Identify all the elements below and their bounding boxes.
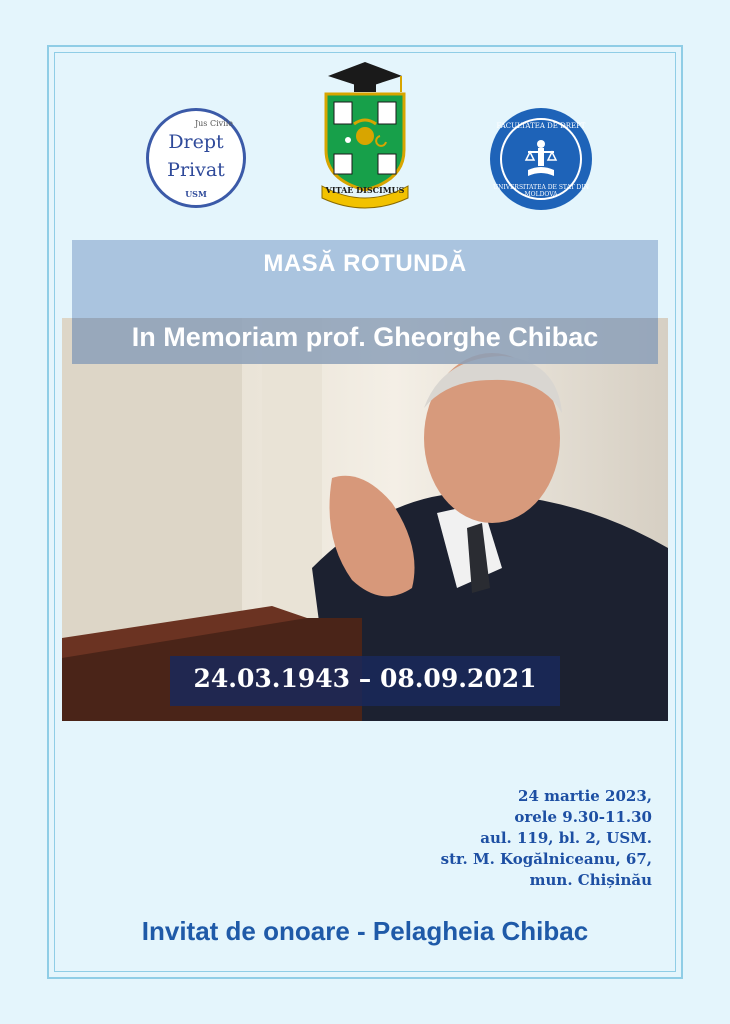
detail-date: 24 martie 2023,	[518, 787, 652, 805]
detail-street: str. M. Kogălniceanu, 67,	[440, 850, 652, 868]
logo-usm: USM	[185, 189, 207, 199]
guest-of-honor: Invitat de onoare - Pelagheia Chibac	[141, 916, 589, 946]
logo-line1: Drept	[168, 131, 224, 153]
detail-room: aul. 119, bl. 2, USM.	[480, 829, 652, 847]
detail-city: mun. Chișinău	[529, 871, 652, 889]
event-details	[441, 786, 652, 891]
detail-time: orele 9.30-11.30	[514, 808, 652, 826]
drept-privat-logo	[146, 108, 246, 208]
faculty-of-law-logo	[490, 108, 592, 210]
justice-statue-icon	[524, 138, 558, 178]
logo-top-text: FACULTATEA DE DREPT	[496, 122, 586, 130]
event-title: MASĂ ROTUNDĂ	[263, 250, 467, 277]
event-subtitle: In Memoriam prof. Gheorghe Chibac	[131, 322, 599, 352]
crest-motto: VITAE DISCIMUS	[325, 185, 405, 195]
logo-small-text: Jus Civile	[194, 119, 233, 128]
logo-line2: Privat	[167, 159, 225, 181]
logo-bottom-text: UNIVERSITATEA DE STAT DIN MOLDOVA	[493, 184, 589, 198]
life-dates: 24.03.1943 – 08.09.2021	[193, 664, 537, 693]
